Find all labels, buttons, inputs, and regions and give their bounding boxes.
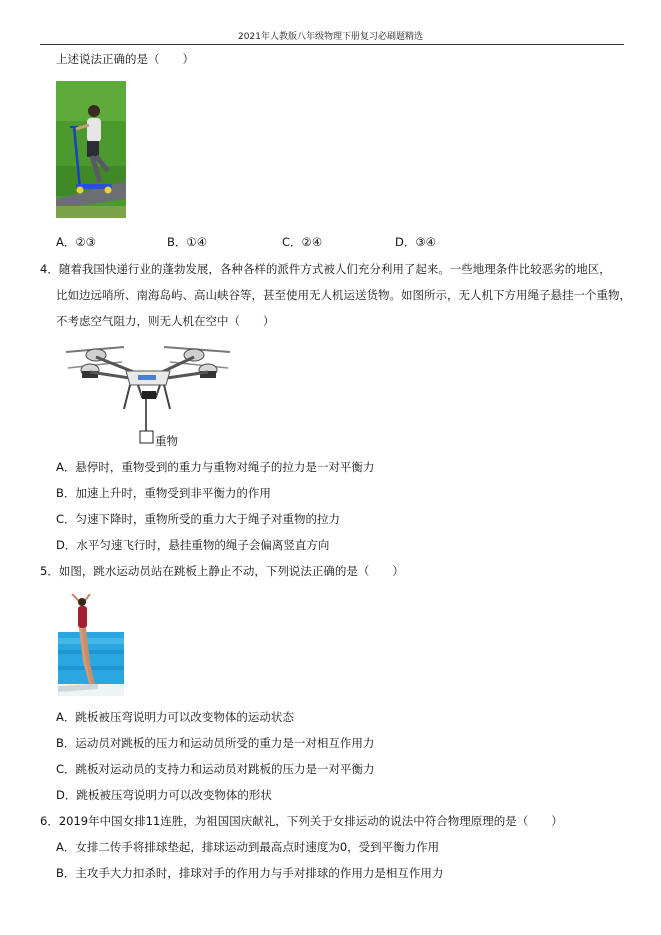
q4-cargo-label: 重物 xyxy=(155,434,178,448)
q4-option-c[interactable]: C．匀速下降时，重物所受的重力大于绳子对重物的拉力 xyxy=(56,512,341,526)
scooter-boy-image xyxy=(56,81,126,218)
q4-stem-line1: 4．随着我国快递行业的蓬勃发展，各种各样的派件方式被人们充分利用了起来。一些地理条件比较恶劣的地区， xyxy=(40,262,611,276)
q3-stem-tail: 上述说法正确的是（ ） xyxy=(56,52,194,66)
header-rule xyxy=(40,44,624,45)
q4-stem-line2: 比如边远哨所、南海岛屿、高山峡谷等，甚至使用无人机运送货物。如图所示，无人机下方用绳子悬挂一个重物， xyxy=(56,288,631,302)
q5-option-b[interactable]: B．运动员对跳板的压力和运动员所受的重力是一对相互作用力 xyxy=(56,736,375,750)
scooter-photo xyxy=(56,81,126,218)
drone-figure xyxy=(60,335,240,450)
q6-option-a[interactable]: A．女排二传手将排球垫起，排球运动到最高点时速度为0，受到平衡力作用 xyxy=(56,840,440,854)
diver-image xyxy=(58,592,124,696)
q3-option-a[interactable]: A．②③ xyxy=(56,235,96,249)
q3-option-c[interactable]: C．②④ xyxy=(282,235,323,249)
q6-option-b[interactable]: B．主攻手大力扣杀时，排球对手的作用力与手对排球的作用力是相互作用力 xyxy=(56,866,444,880)
q4-stem-line3: 不考虑空气阻力，则无人机在空中（ ） xyxy=(56,314,275,328)
q3-option-b[interactable]: B．①④ xyxy=(167,235,208,249)
q5-option-c[interactable]: C．跳板对运动员的支持力和运动员对跳板的压力是一对平衡力 xyxy=(56,762,375,776)
q5-option-a[interactable]: A．跳板被压弯说明力可以改变物体的运动状态 xyxy=(56,710,294,724)
q5-stem: 5．如图，跳水运动员站在跳板上静止不动，下列说法正确的是（ ） xyxy=(40,564,404,578)
q5-option-d[interactable]: D．跳板被压弯说明力可以改变物体的形状 xyxy=(56,788,272,802)
q4-option-d[interactable]: D．水平匀速飞行时，悬挂重物的绳子会偏离竖直方向 xyxy=(56,538,330,552)
page-header: 2021年人教版八年级物理下册复习必刷题精选 xyxy=(238,32,423,42)
q6-stem: 6．2019年中国女排11连胜，为祖国国庆献礼，下列关于女排运动的说法中符合物理原理的是（ ） xyxy=(40,814,563,828)
q4-option-a[interactable]: A．悬停时，重物受到的重力与重物对绳子的拉力是一对平衡力 xyxy=(56,460,375,474)
q3-option-d[interactable]: D．③④ xyxy=(395,235,436,249)
diver-photo xyxy=(58,592,124,696)
q4-option-b[interactable]: B．加速上升时，重物受到非平衡力的作用 xyxy=(56,486,271,500)
